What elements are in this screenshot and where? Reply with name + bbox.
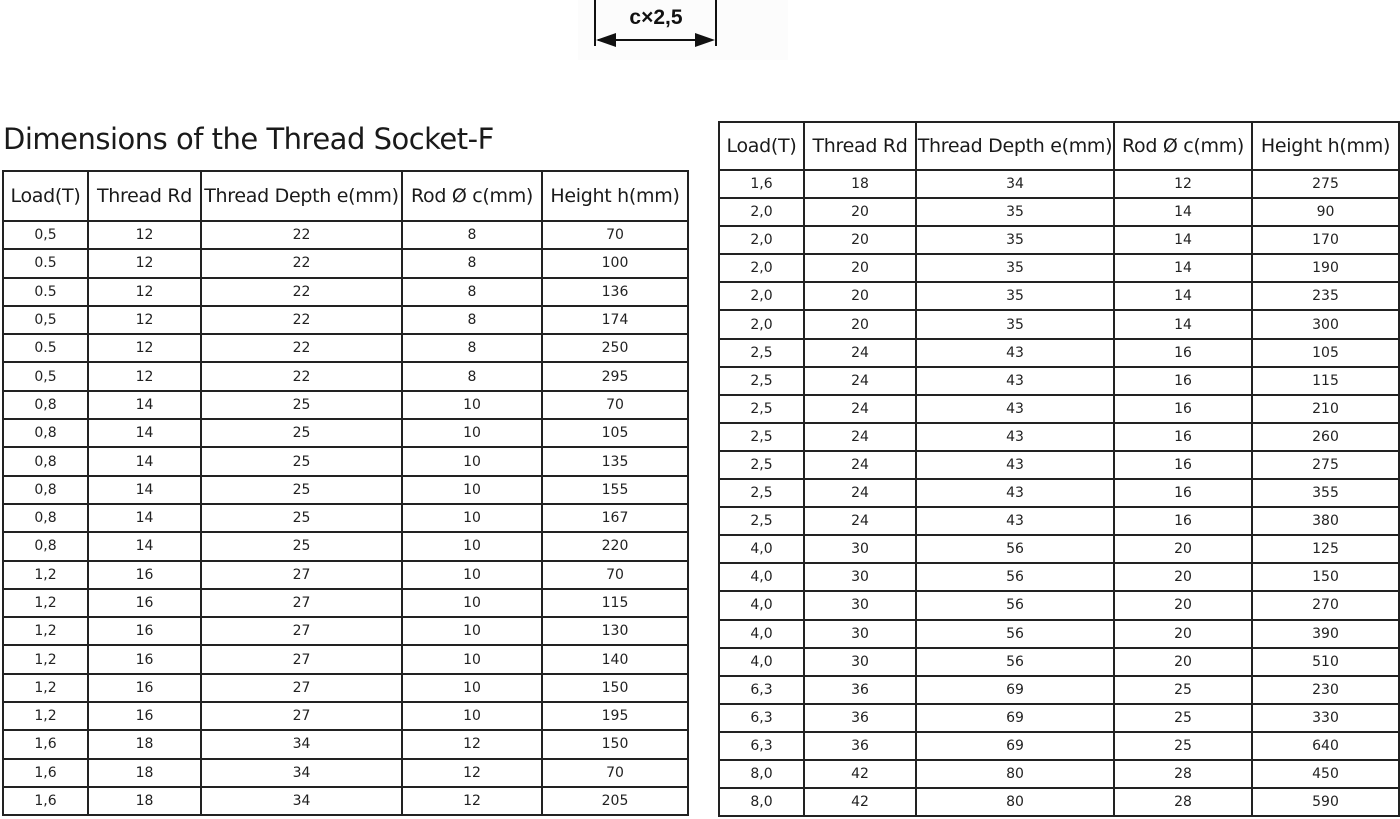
cell-rod-diameter: 16 [1114, 451, 1252, 479]
cell-height: 205 [542, 787, 688, 815]
cell-load: 1,6 [719, 170, 804, 198]
cell-rod-diameter: 10 [402, 419, 542, 447]
cell-load: 0,5 [3, 221, 88, 249]
table-row [3, 532, 688, 560]
table-row [3, 306, 688, 334]
cell-rod-diameter: 14 [1114, 198, 1252, 226]
cell-thread: 30 [804, 563, 916, 591]
cell-thread: 24 [804, 423, 916, 451]
cell-height: 150 [542, 730, 688, 758]
cell-height: 136 [542, 278, 688, 306]
cell-load: 1,2 [3, 589, 88, 617]
dimensions-table-left [2, 170, 689, 816]
cell-rod-diameter: 20 [1114, 648, 1252, 676]
column-header-thread-depth: Thread Depth e(mm) [201, 171, 402, 221]
cell-height: 260 [1252, 423, 1399, 451]
cell-rod-diameter: 14 [1114, 282, 1252, 310]
cell-thread: 16 [88, 617, 201, 645]
cell-rod-diameter: 20 [1114, 563, 1252, 591]
cell-thread: 30 [804, 648, 916, 676]
cell-thread-depth: 34 [201, 787, 402, 815]
cell-thread-depth: 43 [916, 423, 1114, 451]
cell-load: 4,0 [719, 563, 804, 591]
cell-load: 2,5 [719, 367, 804, 395]
table-row [719, 479, 1399, 507]
cell-height: 70 [542, 391, 688, 419]
cell-thread: 16 [88, 645, 201, 673]
cell-thread-depth: 27 [201, 702, 402, 730]
cell-load: 0,5 [3, 306, 88, 334]
table-row [3, 561, 688, 589]
cell-rod-diameter: 10 [402, 391, 542, 419]
cell-thread-depth: 25 [201, 532, 402, 560]
cell-load: 1,6 [3, 759, 88, 787]
table-row [3, 702, 688, 730]
cell-rod-diameter: 10 [402, 589, 542, 617]
cell-thread: 42 [804, 788, 916, 816]
cell-thread-depth: 43 [916, 507, 1114, 535]
cell-thread-depth: 27 [201, 589, 402, 617]
dimension-label: c×2,5 [629, 6, 683, 29]
cell-rod-diameter: 16 [1114, 395, 1252, 423]
cell-rod-diameter: 8 [402, 221, 542, 249]
column-header-rod-diameter: Rod Ø c(mm) [1114, 122, 1252, 170]
cell-rod-diameter: 10 [402, 674, 542, 702]
cell-height: 70 [542, 221, 688, 249]
cell-load: 1,2 [3, 645, 88, 673]
cell-height: 90 [1252, 198, 1399, 226]
cell-thread-depth: 69 [916, 704, 1114, 732]
cell-height: 275 [1252, 451, 1399, 479]
table-row [3, 221, 688, 249]
cell-load: 2,0 [719, 310, 804, 338]
cell-thread: 14 [88, 419, 201, 447]
cell-rod-diameter: 20 [1114, 591, 1252, 619]
cell-height: 105 [1252, 339, 1399, 367]
cell-rod-diameter: 25 [1114, 676, 1252, 704]
drawing-right-edge [715, 0, 717, 46]
cell-thread-depth: 35 [916, 198, 1114, 226]
cell-thread: 16 [88, 589, 201, 617]
table-header-row [719, 122, 1399, 170]
cell-load: 4,0 [719, 535, 804, 563]
cell-load: 2,5 [719, 507, 804, 535]
cell-height: 275 [1252, 170, 1399, 198]
cell-thread-depth: 22 [201, 278, 402, 306]
cell-load: 0,8 [3, 419, 88, 447]
cell-rod-diameter: 12 [402, 787, 542, 815]
table-row [3, 476, 688, 504]
cell-thread: 18 [88, 730, 201, 758]
cell-thread-depth: 35 [916, 310, 1114, 338]
cell-thread-depth: 34 [201, 759, 402, 787]
cell-rod-diameter: 10 [402, 617, 542, 645]
column-header-height: Height h(mm) [1252, 122, 1399, 170]
cell-thread-depth: 43 [916, 479, 1114, 507]
dimension-drawing [578, 0, 788, 60]
cell-rod-diameter: 20 [1114, 535, 1252, 563]
cell-thread: 20 [804, 198, 916, 226]
cell-rod-diameter: 20 [1114, 620, 1252, 648]
cell-thread: 20 [804, 310, 916, 338]
table-row [719, 451, 1399, 479]
column-header-height: Height h(mm) [542, 171, 688, 221]
table-row [3, 645, 688, 673]
cell-thread-depth: 69 [916, 732, 1114, 760]
cell-thread: 12 [88, 362, 201, 390]
cell-height: 115 [1252, 367, 1399, 395]
cell-height: 115 [542, 589, 688, 617]
cell-height: 295 [542, 362, 688, 390]
cell-thread: 20 [804, 254, 916, 282]
cell-thread-depth: 27 [201, 674, 402, 702]
cell-thread-depth: 25 [201, 447, 402, 475]
cell-thread: 24 [804, 339, 916, 367]
table-row [719, 591, 1399, 619]
cell-load: 1,2 [3, 561, 88, 589]
cell-load: 2,0 [719, 198, 804, 226]
cell-thread: 30 [804, 535, 916, 563]
cell-thread: 24 [804, 451, 916, 479]
cell-height: 70 [542, 561, 688, 589]
cell-thread: 14 [88, 391, 201, 419]
cell-height: 190 [1252, 254, 1399, 282]
table-row [719, 507, 1399, 535]
cell-load: 8,0 [719, 788, 804, 816]
table-row [719, 704, 1399, 732]
table-row [719, 788, 1399, 816]
cell-thread: 12 [88, 306, 201, 334]
cell-rod-diameter: 16 [1114, 367, 1252, 395]
column-header-thread: Thread Rd [88, 171, 201, 221]
cell-thread: 16 [88, 702, 201, 730]
cell-thread: 12 [88, 278, 201, 306]
cell-thread: 12 [88, 221, 201, 249]
cell-rod-diameter: 8 [402, 334, 542, 362]
table-row [719, 395, 1399, 423]
cell-thread: 24 [804, 367, 916, 395]
cell-thread: 20 [804, 282, 916, 310]
table-row [719, 535, 1399, 563]
cell-rod-diameter: 25 [1114, 704, 1252, 732]
page-title: Dimensions of the Thread Socket-F [3, 122, 494, 156]
cell-thread-depth: 35 [916, 282, 1114, 310]
cell-load: 0.5 [3, 249, 88, 277]
cell-thread-depth: 22 [201, 334, 402, 362]
cell-thread-depth: 56 [916, 563, 1114, 591]
cell-thread: 24 [804, 479, 916, 507]
cell-height: 140 [542, 645, 688, 673]
cell-load: 0,8 [3, 447, 88, 475]
cell-load: 1,6 [3, 787, 88, 815]
cell-load: 4,0 [719, 591, 804, 619]
cell-load: 2,5 [719, 339, 804, 367]
cell-rod-diameter: 12 [402, 759, 542, 787]
table-row [3, 419, 688, 447]
cell-height: 590 [1252, 788, 1399, 816]
cell-height: 100 [542, 249, 688, 277]
table-row [3, 334, 688, 362]
cell-thread-depth: 56 [916, 535, 1114, 563]
cell-height: 230 [1252, 676, 1399, 704]
cell-thread-depth: 27 [201, 561, 402, 589]
cell-load: 2,0 [719, 254, 804, 282]
table-row [3, 249, 688, 277]
cell-thread: 16 [88, 674, 201, 702]
table-header-row [3, 171, 688, 221]
cell-thread-depth: 56 [916, 591, 1114, 619]
table-row [719, 254, 1399, 282]
table-row [719, 198, 1399, 226]
cell-height: 150 [542, 674, 688, 702]
cell-load: 2,5 [719, 423, 804, 451]
cell-thread-depth: 22 [201, 362, 402, 390]
cell-height: 270 [1252, 591, 1399, 619]
cell-load: 2,5 [719, 395, 804, 423]
table-row [3, 759, 688, 787]
cell-height: 130 [542, 617, 688, 645]
column-header-thread-depth: Thread Depth e(mm) [916, 122, 1114, 170]
cell-thread: 14 [88, 447, 201, 475]
cell-height: 250 [542, 334, 688, 362]
cell-load: 6,3 [719, 704, 804, 732]
table-row [3, 362, 688, 390]
cell-thread: 12 [88, 334, 201, 362]
cell-thread: 12 [88, 249, 201, 277]
cell-rod-diameter: 16 [1114, 339, 1252, 367]
cell-thread: 16 [88, 561, 201, 589]
cell-height: 150 [1252, 563, 1399, 591]
cell-thread: 36 [804, 704, 916, 732]
cell-rod-diameter: 28 [1114, 760, 1252, 788]
dimensions-table-right [718, 121, 1400, 817]
cell-height: 125 [1252, 535, 1399, 563]
table-row [719, 620, 1399, 648]
cell-thread: 42 [804, 760, 916, 788]
cell-load: 0,8 [3, 476, 88, 504]
table-row [719, 339, 1399, 367]
cell-thread: 14 [88, 476, 201, 504]
table-row [719, 226, 1399, 254]
table-row [3, 617, 688, 645]
cell-thread-depth: 22 [201, 306, 402, 334]
cell-load: 0,5 [3, 362, 88, 390]
cell-load: 1,6 [3, 730, 88, 758]
cell-thread: 18 [88, 759, 201, 787]
table-row [719, 760, 1399, 788]
cell-load: 2,5 [719, 479, 804, 507]
cell-height: 640 [1252, 732, 1399, 760]
cell-rod-diameter: 28 [1114, 788, 1252, 816]
cell-load: 2,5 [719, 451, 804, 479]
arrow-left-icon [596, 33, 616, 47]
cell-height: 300 [1252, 310, 1399, 338]
cell-thread-depth: 35 [916, 254, 1114, 282]
cell-thread: 30 [804, 620, 916, 648]
cell-thread-depth: 43 [916, 395, 1114, 423]
table-row [719, 648, 1399, 676]
table-row [719, 282, 1399, 310]
table-row [719, 732, 1399, 760]
table-row [719, 676, 1399, 704]
table-row [3, 278, 688, 306]
cell-height: 155 [542, 476, 688, 504]
cell-load: 0,8 [3, 504, 88, 532]
cell-rod-diameter: 8 [402, 306, 542, 334]
cell-thread: 14 [88, 532, 201, 560]
arrow-right-icon [695, 33, 715, 47]
cell-load: 8,0 [719, 760, 804, 788]
cell-height: 170 [1252, 226, 1399, 254]
cell-height: 70 [542, 759, 688, 787]
cell-rod-diameter: 10 [402, 702, 542, 730]
cell-rod-diameter: 10 [402, 645, 542, 673]
cell-load: 2,0 [719, 282, 804, 310]
cell-thread-depth: 80 [916, 788, 1114, 816]
cell-thread-depth: 25 [201, 419, 402, 447]
cell-rod-diameter: 8 [402, 278, 542, 306]
cell-rod-diameter: 14 [1114, 254, 1252, 282]
cell-thread: 24 [804, 507, 916, 535]
cell-height: 390 [1252, 620, 1399, 648]
cell-rod-diameter: 10 [402, 447, 542, 475]
table-row [3, 730, 688, 758]
cell-height: 210 [1252, 395, 1399, 423]
cell-rod-diameter: 10 [402, 561, 542, 589]
table-row [719, 367, 1399, 395]
table-row [3, 391, 688, 419]
cell-load: 1,2 [3, 674, 88, 702]
table-row [3, 674, 688, 702]
cell-load: 0.5 [3, 278, 88, 306]
cell-rod-diameter: 12 [402, 730, 542, 758]
cell-height: 135 [542, 447, 688, 475]
cell-rod-diameter: 8 [402, 249, 542, 277]
cell-height: 450 [1252, 760, 1399, 788]
cell-thread-depth: 34 [916, 170, 1114, 198]
cell-thread-depth: 56 [916, 620, 1114, 648]
column-header-load: Load(T) [3, 171, 88, 221]
cell-rod-diameter: 8 [402, 362, 542, 390]
cell-height: 105 [542, 419, 688, 447]
cell-rod-diameter: 16 [1114, 507, 1252, 535]
cell-thread-depth: 25 [201, 504, 402, 532]
cell-thread-depth: 43 [916, 367, 1114, 395]
cell-height: 330 [1252, 704, 1399, 732]
cell-rod-diameter: 25 [1114, 732, 1252, 760]
cell-height: 167 [542, 504, 688, 532]
cell-thread-depth: 27 [201, 617, 402, 645]
cell-thread-depth: 56 [916, 648, 1114, 676]
cell-load: 4,0 [719, 620, 804, 648]
cell-thread-depth: 27 [201, 645, 402, 673]
cell-height: 220 [542, 532, 688, 560]
table-row [719, 170, 1399, 198]
cell-thread: 36 [804, 676, 916, 704]
cell-load: 6,3 [719, 676, 804, 704]
cell-load: 6,3 [719, 732, 804, 760]
cell-thread-depth: 35 [916, 226, 1114, 254]
cell-rod-diameter: 10 [402, 504, 542, 532]
table-row [719, 310, 1399, 338]
cell-thread: 20 [804, 226, 916, 254]
cell-rod-diameter: 10 [402, 532, 542, 560]
cell-thread: 18 [804, 170, 916, 198]
cell-rod-diameter: 14 [1114, 226, 1252, 254]
cell-thread: 36 [804, 732, 916, 760]
cell-thread-depth: 34 [201, 730, 402, 758]
table-row [3, 589, 688, 617]
cell-rod-diameter: 16 [1114, 423, 1252, 451]
cell-load: 4,0 [719, 648, 804, 676]
cell-thread-depth: 22 [201, 221, 402, 249]
cell-height: 355 [1252, 479, 1399, 507]
cell-rod-diameter: 16 [1114, 479, 1252, 507]
cell-thread-depth: 22 [201, 249, 402, 277]
cell-height: 235 [1252, 282, 1399, 310]
table-row [3, 787, 688, 815]
table-row [719, 423, 1399, 451]
cell-thread: 24 [804, 395, 916, 423]
cell-load: 0,8 [3, 391, 88, 419]
table-row [3, 447, 688, 475]
cell-thread-depth: 69 [916, 676, 1114, 704]
table-row [719, 563, 1399, 591]
cell-load: 0.5 [3, 334, 88, 362]
cell-load: 1,2 [3, 702, 88, 730]
cell-thread-depth: 25 [201, 476, 402, 504]
cell-rod-diameter: 10 [402, 476, 542, 504]
cell-thread-depth: 43 [916, 451, 1114, 479]
cell-height: 195 [542, 702, 688, 730]
cell-thread: 30 [804, 591, 916, 619]
cell-thread: 18 [88, 787, 201, 815]
cell-height: 174 [542, 306, 688, 334]
column-header-rod-diameter: Rod Ø c(mm) [402, 171, 542, 221]
table-row [3, 504, 688, 532]
cell-load: 1,2 [3, 617, 88, 645]
cell-height: 380 [1252, 507, 1399, 535]
cell-thread-depth: 43 [916, 339, 1114, 367]
cell-load: 2,0 [719, 226, 804, 254]
cell-thread-depth: 80 [916, 760, 1114, 788]
cell-height: 510 [1252, 648, 1399, 676]
column-header-load: Load(T) [719, 122, 804, 170]
cell-thread-depth: 25 [201, 391, 402, 419]
cell-load: 0,8 [3, 532, 88, 560]
cell-rod-diameter: 14 [1114, 310, 1252, 338]
cell-thread: 14 [88, 504, 201, 532]
column-header-thread: Thread Rd [804, 122, 916, 170]
cell-rod-diameter: 12 [1114, 170, 1252, 198]
